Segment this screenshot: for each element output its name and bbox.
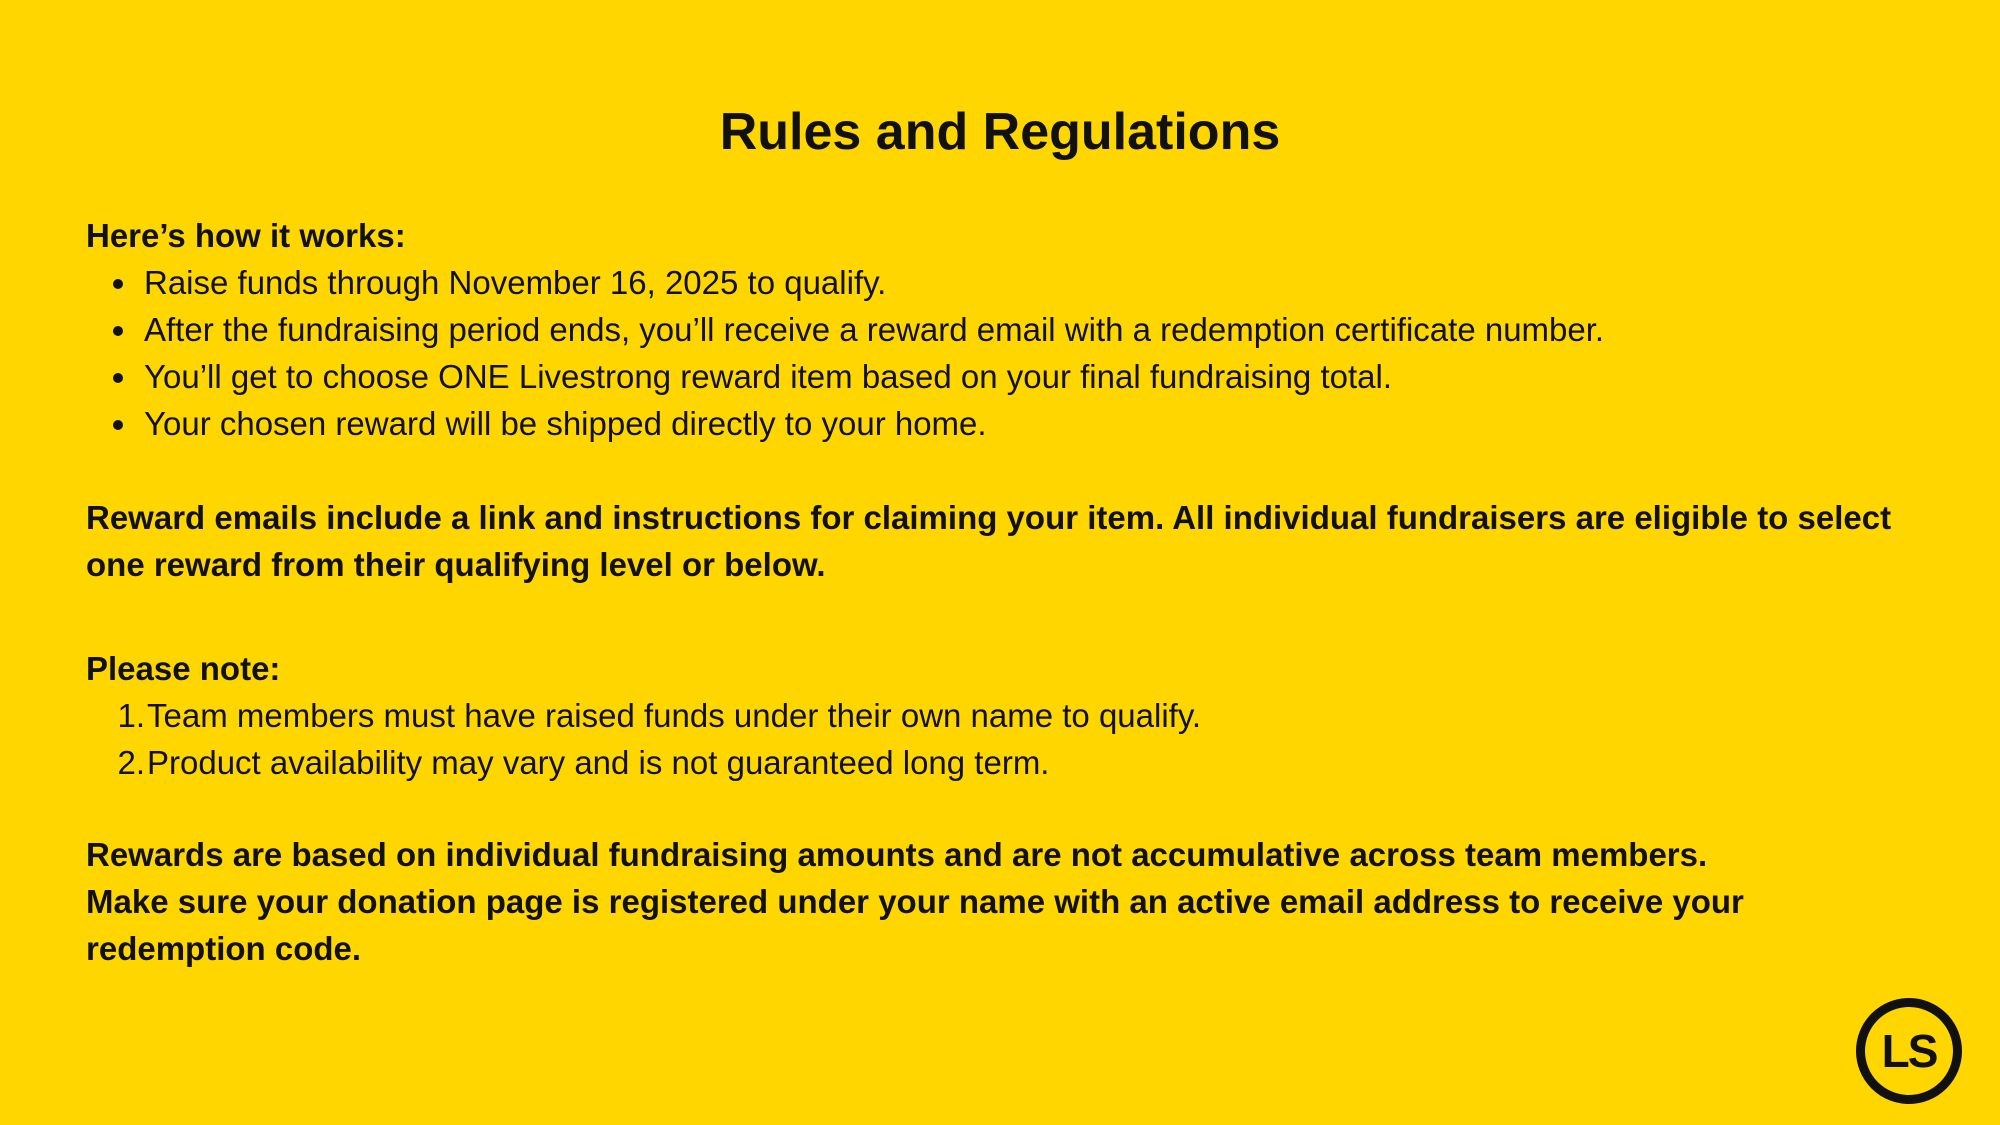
how-it-works-heading: Here’s how it works: [86,217,406,254]
page-title: Rules and Regulations [719,103,1281,161]
list-text: Team members must have raised funds under their own name to qualify. [147,697,1202,734]
list-number: 2. [117,744,145,781]
closing-line-1: Rewards are based on individual fundraising amounts and are not accumulative across team members. [86,836,1708,873]
please-note-list [113,692,1926,786]
list-number: 1. [117,697,145,734]
list-item: Your chosen reward will be shipped directly to your home. [113,400,1926,447]
list-item [113,692,1926,739]
rules-content [86,212,1926,972]
list-item: You’ll get to choose ONE Livestrong reward item based on your final fundraising total. [113,353,1926,400]
reward-emails-paragraph: Reward emails include a link and instructions for claiming your item. All individual fundraisers are eligible to select one reward from their qualifying level or below. [86,499,1892,583]
list-item: Raise funds through November 16, 2025 to qualify. [113,259,1926,306]
livestrong-logo-icon [1856,998,1962,1104]
logo-text: LS [1881,1025,1937,1077]
list-item [113,739,1926,786]
how-it-works-list [113,259,1926,447]
please-note-heading: Please note: [86,650,281,687]
list-item: After the fundraising period ends, you’ll receive a reward email with a redemption certificate number. [113,306,1926,353]
closing-line-2: Make sure your donation page is registered under your name with an active email address to receive your redemption code. [86,883,1744,967]
list-text: Product availability may vary and is not guaranteed long term. [147,744,1050,781]
